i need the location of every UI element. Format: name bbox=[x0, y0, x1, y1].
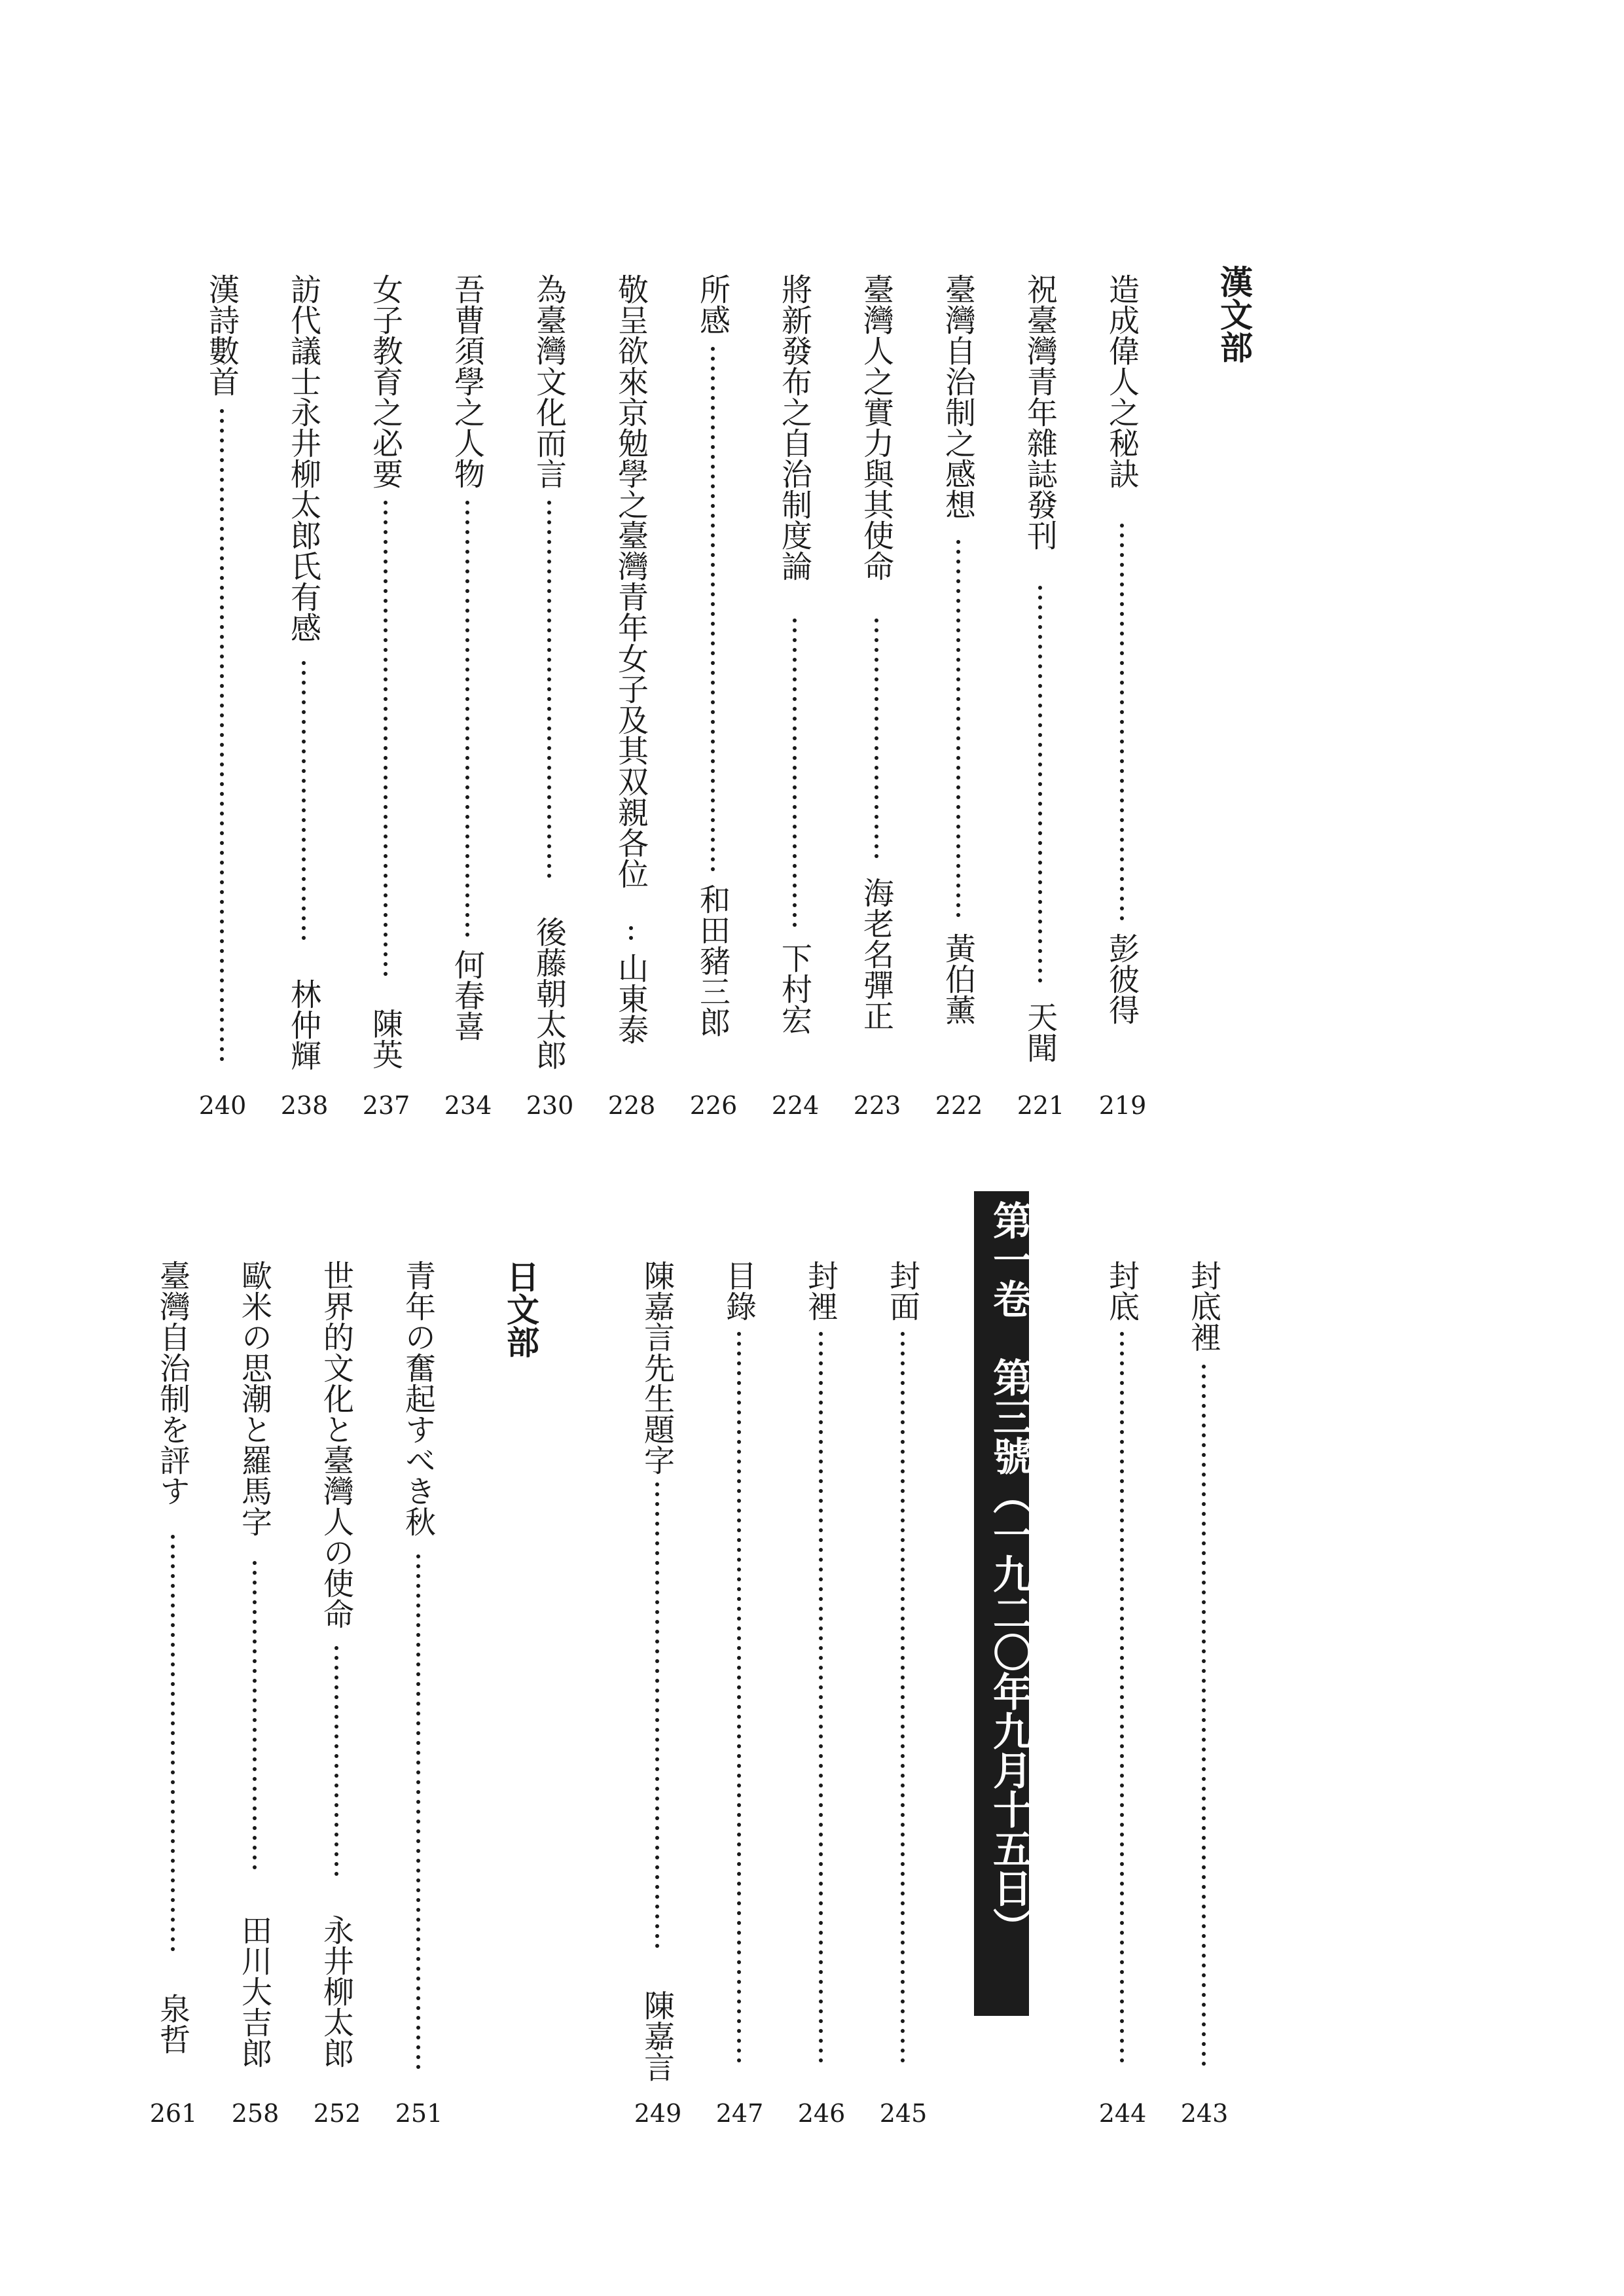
toc-entry-page: 244 bbox=[1098, 2099, 1147, 2128]
toc-entry-title: 世界的文化と臺灣人の使命 bbox=[318, 1260, 354, 1629]
leader-dots bbox=[819, 1332, 823, 2075]
toc-entry-title: 臺灣人之實力與其使命 bbox=[858, 274, 894, 581]
toc-entry-page: 252 bbox=[313, 2099, 361, 2128]
toc-entry-page: 223 bbox=[853, 1091, 901, 1120]
toc-entry-author: 海老名彈正 bbox=[858, 877, 894, 1031]
leader-dots bbox=[956, 540, 960, 926]
toc-entry-title: 為臺灣文化而言 bbox=[531, 274, 567, 489]
toc-entry-title: 訪代議士永井柳太郎氏有感 bbox=[285, 274, 321, 643]
toc-entry-title: 陳嘉言先生題字 bbox=[639, 1260, 675, 1475]
toc-entry-title: 封底 bbox=[1104, 1260, 1140, 1321]
toc-entry-page: 224 bbox=[771, 1091, 820, 1120]
toc-entry-title: 敬呈欲來京勉學之臺灣青年女子及其双親各位 bbox=[613, 274, 649, 889]
toc-entry-page: 243 bbox=[1180, 2099, 1229, 2128]
leader-dots bbox=[302, 661, 306, 949]
toc-entry-author: 泉哲 bbox=[154, 1993, 190, 2054]
toc-entry-title: 青年の奮起すべき秋 bbox=[400, 1260, 436, 1537]
toc-entry-page: 240 bbox=[198, 1091, 247, 1120]
toc-entry-title: 封裡 bbox=[803, 1260, 839, 1321]
toc-entry-author: 天聞 bbox=[1022, 1001, 1058, 1063]
toc-entry-title: 封面 bbox=[884, 1260, 920, 1321]
leader-dots bbox=[655, 1482, 659, 1960]
toc-entry-page: 251 bbox=[395, 2099, 443, 2128]
toc-entry-author: 山東泰 bbox=[613, 952, 649, 1045]
toc-entry-page: 228 bbox=[607, 1091, 656, 1120]
toc-entry-page: 238 bbox=[280, 1091, 329, 1120]
toc-entry-page: 245 bbox=[879, 2099, 928, 2128]
leader-dots bbox=[547, 501, 551, 887]
toc-entry-author: 下村宏 bbox=[776, 942, 812, 1035]
toc-entry-author: 何春喜 bbox=[449, 949, 485, 1041]
leader-dots bbox=[901, 1332, 905, 2075]
toc-entry-title: 所感 bbox=[695, 274, 731, 335]
leader-dots bbox=[737, 1332, 741, 2075]
toc-entry-title: 歐米の思潮と羅馬字 bbox=[236, 1260, 272, 1537]
issue-banner: 第一卷 第三號（一九二〇年九月十五日） bbox=[974, 1191, 1029, 2016]
toc-entry-page: 246 bbox=[797, 2099, 846, 2128]
toc-entry-author: 彭彼得 bbox=[1104, 933, 1140, 1025]
toc-entry-page: 258 bbox=[231, 2099, 280, 2128]
toc-entry-title: 女子教育之必要 bbox=[367, 274, 403, 489]
leader-dots bbox=[1120, 1332, 1124, 2075]
toc-entry-author: 田川大吉郎 bbox=[236, 1914, 272, 2068]
leader-dots bbox=[334, 1646, 338, 1885]
leader-dots bbox=[220, 409, 224, 1070]
toc-entry-title: 將新發布之自治制度論 bbox=[776, 274, 812, 581]
toc-entry-author: 永井柳太郎 bbox=[318, 1914, 354, 2068]
toc-entry-title: 造成偉人之秘訣 bbox=[1104, 274, 1140, 489]
section-heading-nichibun: 日文部 bbox=[501, 1260, 540, 1358]
leader-dots bbox=[1202, 1365, 1206, 2075]
toc-entry-page: 222 bbox=[935, 1091, 983, 1120]
toc-entry-page: 234 bbox=[444, 1091, 492, 1120]
toc-entry-page: 230 bbox=[526, 1091, 574, 1120]
leader-dots bbox=[416, 1554, 420, 2075]
leader-dots bbox=[465, 501, 469, 946]
leader-dots bbox=[1038, 586, 1042, 995]
leader-dots bbox=[384, 501, 388, 985]
toc-entry-author: 陳英 bbox=[367, 1008, 403, 1069]
toc-entry-page: 247 bbox=[715, 2099, 764, 2128]
toc-entry-page: 237 bbox=[362, 1091, 410, 1120]
leader-dots bbox=[629, 926, 633, 949]
toc-entry-author: 林仲輝 bbox=[285, 978, 321, 1071]
toc-entry-author: 黃伯薰 bbox=[940, 933, 976, 1025]
toc-entry-title: 吾曹須學之人物 bbox=[449, 274, 485, 489]
toc-entry-page: 221 bbox=[1017, 1091, 1065, 1120]
toc-entry-title: 封底裡 bbox=[1185, 1260, 1221, 1352]
toc-entry-title: 臺灣自治制之感想 bbox=[940, 274, 976, 520]
toc-entry-page: 226 bbox=[689, 1091, 738, 1120]
toc-entry-page: 249 bbox=[634, 2099, 682, 2128]
toc-entry-page: 261 bbox=[149, 2099, 198, 2128]
toc-entry-title: 祝臺灣青年雜誌發刊 bbox=[1022, 274, 1058, 550]
leader-dots bbox=[171, 1535, 175, 1960]
toc-entry-title: 臺灣自治制を評す bbox=[154, 1260, 190, 1506]
toc-entry-author: 後藤朝太郎 bbox=[531, 916, 567, 1070]
toc-entry-author: 陳嘉言 bbox=[639, 1990, 675, 2082]
section-heading-kanbun: 漢文部 bbox=[1215, 265, 1254, 363]
toc-entry-page: 219 bbox=[1098, 1091, 1147, 1120]
toc-entry-title: 漢詩數首 bbox=[204, 274, 240, 397]
leader-dots bbox=[793, 619, 797, 933]
leader-dots bbox=[253, 1561, 257, 1878]
leader-dots bbox=[711, 347, 715, 877]
toc-entry-title: 目錄 bbox=[721, 1260, 757, 1321]
leader-dots bbox=[1120, 524, 1124, 929]
toc-entry-author: 和田豬三郎 bbox=[695, 884, 731, 1037]
leader-dots bbox=[875, 619, 878, 870]
